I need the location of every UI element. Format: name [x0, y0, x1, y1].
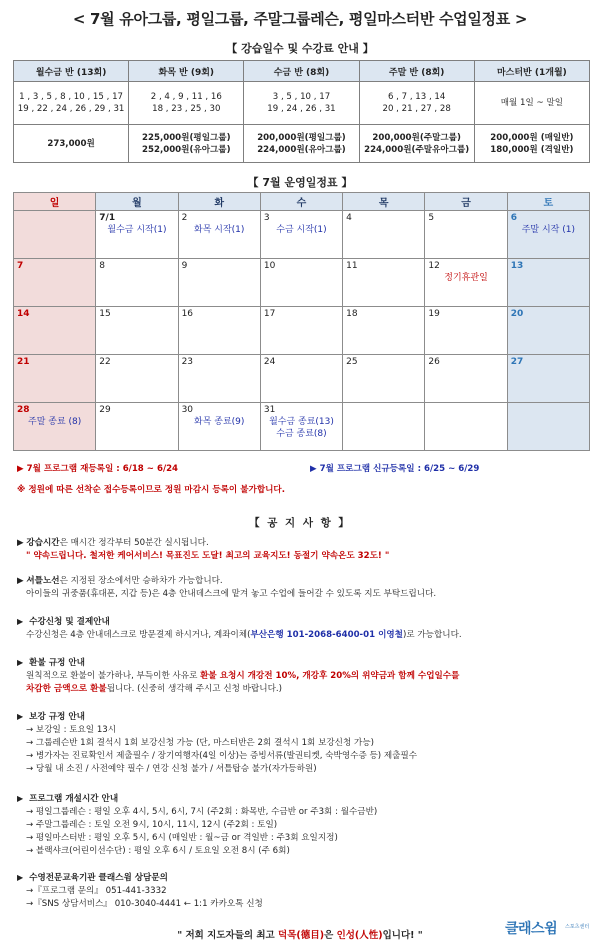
day-number: 19 — [428, 309, 440, 319]
brand-logo — [505, 918, 593, 944]
fee-dates-cell: 6 , 7 , 13 , 14 20 , 21 , 27 , 28 — [359, 82, 474, 125]
calendar-day — [96, 211, 178, 259]
logo-subtitle: 스포츠센터 — [565, 924, 590, 930]
calendar-day — [343, 355, 425, 403]
calendar-day — [178, 211, 260, 259]
calendar-day — [507, 403, 589, 451]
notice-head: 보강 규정 안내 — [29, 712, 85, 722]
calendar-day — [96, 259, 178, 307]
notice-text: 은 매시간 정각부터 50분간 실시됩니다. — [59, 538, 209, 548]
calendar-week — [14, 355, 590, 403]
notice-text: 원칙적으로 환불이 불가하나, 부득이한 사유로 — [26, 671, 201, 681]
calendar-week — [14, 259, 590, 307]
triangle-bullet-icon: ▶ — [17, 658, 24, 667]
weekday-header: 일 — [14, 193, 96, 211]
triangle-bullet-icon: ▶ — [17, 576, 24, 586]
notice-text: 됩니다. (신중히 생각해 주시고 신청 바랍니다.) — [106, 684, 282, 694]
calendar-day — [14, 403, 96, 451]
notice-contact — [17, 871, 592, 911]
day-number: 28 — [17, 405, 30, 415]
day-number: 7/1 — [99, 213, 116, 223]
day-number: 16 — [181, 309, 194, 319]
notice-line: → 병가자는 진료확인서 제출필수 / 장기여행자(4일 이상)는 증빙서류(발권티켓, 숙박영수증 등) 제출필수 — [26, 751, 418, 761]
notice-head: 수영전문교육기관 클래스윔 상담문의 — [29, 873, 168, 883]
calendar-day — [343, 403, 425, 451]
weekday-header: 토 — [507, 193, 589, 211]
fee-column-header: 수금 반 (8회) — [244, 61, 359, 82]
notice-head: 셔틀노선 — [26, 576, 60, 586]
day-number: 15 — [99, 309, 111, 319]
day-number: 20 — [510, 309, 524, 319]
calendar-table — [13, 192, 590, 451]
weekday-header: 화 — [178, 193, 260, 211]
day-number: 6 — [510, 213, 517, 223]
day-number: 13 — [510, 261, 524, 271]
notice-line: → 평일마스터반 : 평일 오후 5시, 6시 (매일반 : 월~금 or 격일반 : 주3회 요일지정) — [26, 833, 338, 843]
calendar-event: 수금 종료(8) — [276, 429, 327, 439]
day-number: 3 — [263, 213, 270, 223]
refund-highlight: 차감한 금액으로 환불 — [26, 684, 107, 694]
day-number: 25 — [346, 357, 358, 367]
weekday-header: 금 — [425, 193, 507, 211]
day-number: 10 — [263, 261, 276, 271]
triangle-bullet-icon: ▶ — [17, 538, 24, 548]
calendar-event: 주말 시작 (1) — [521, 225, 575, 235]
calendar-day — [507, 211, 589, 259]
notice-payment — [17, 615, 592, 642]
calendar-day — [260, 307, 342, 355]
fee-price-cell: 200,000원(평일그룹) 224,000원(유아그룹) — [244, 125, 359, 163]
calendar-day — [14, 307, 96, 355]
notice-refund — [17, 656, 592, 696]
notice-head: 강습시간 — [26, 538, 60, 548]
logo-wordmark: 클래스윔 — [505, 921, 558, 937]
day-number: 8 — [99, 261, 106, 271]
day-number: 30 — [181, 405, 194, 415]
calendar-day — [343, 259, 425, 307]
fee-section-title: 【 강습일수 및 수강료 안내 】 — [226, 42, 374, 55]
closing-virtue: 덕목(德目) — [278, 930, 325, 941]
fee-table — [13, 60, 590, 163]
fee-column-header: 주말 반 (8회) — [359, 61, 474, 82]
notice-program-hours — [17, 792, 592, 858]
day-number: 17 — [263, 309, 276, 319]
calendar-title: 【 7월 운영일정표 】 — [247, 176, 353, 189]
fee-dates-cell: 1 , 3 , 5 , 8 , 10 , 15 , 17 19 , 22 , 24 , 26 , 29 , 31 — [14, 82, 129, 125]
calendar-event: 월수금 종료(13) — [269, 417, 334, 427]
fee-column-header: 화목 반 (9회) — [129, 61, 244, 82]
calendar-day — [178, 259, 260, 307]
calendar-day — [260, 403, 342, 451]
fee-price-cell: 225,000원(평일그룹) 252,000원(유아그룹) — [129, 125, 244, 163]
triangle-bullet-icon: ▶ — [17, 794, 24, 803]
calendar-event: 화목 종료(9) — [194, 417, 245, 427]
calendar-day — [96, 355, 178, 403]
notice-text: 아이들의 귀중품(휴대폰, 지갑 등)은 4층 안내데스크에 맡겨 놓고 수업에 들어갈 수 있도록 지도 부탁드립니다. — [26, 589, 437, 599]
day-number: 24 — [263, 357, 276, 367]
calendar-day — [260, 211, 342, 259]
promise-line: " 약속드립니다. 철저한 케어서비스! 목표진도 도달! 최고의 교육지도! 동절기 약속온도 32도! " — [26, 551, 390, 561]
day-number: 27 — [510, 357, 524, 367]
fee-price-cell: 200,000원(주말그룹) 224,000원(주말유아그룹) — [359, 125, 474, 163]
calendar-day — [178, 403, 260, 451]
calendar-week — [14, 307, 590, 355]
fee-price-cell: 200,000원 (매일반) 180,000원 (격일반) — [474, 125, 589, 163]
day-number: 14 — [17, 309, 30, 319]
fee-dates-cell: 3 , 5 , 10 , 17 19 , 24 , 26 , 31 — [244, 82, 359, 125]
weekday-header: 월 — [96, 193, 178, 211]
calendar-day — [343, 307, 425, 355]
capacity-warning: ※ 정원에 따른 선착순 접수등록이므로 정원 마감시 등록이 불가합니다. — [17, 485, 285, 495]
day-number: 18 — [346, 309, 358, 319]
new-registration-period: ▶ 7월 프로그램 신규등록일 : 6/25 ~ 6/29 — [310, 464, 480, 474]
calendar-day — [178, 355, 260, 403]
closing-text: 입니다! " — [382, 930, 423, 941]
fee-price-cell: 273,000원 — [14, 125, 129, 163]
notice-head: 프로그램 개설시간 안내 — [29, 794, 119, 804]
bank-account: 부산은행 101-2068-6400-01 이영철 — [250, 630, 403, 640]
notice-line: → 블랙샤크(어린이선수단) : 평일 오후 6시 / 토요일 오전 8시 (주 6회) — [26, 846, 290, 856]
notice-line: → 그룹레슨반 1회 결석시 1회 보강신청 가능 (단, 마스터반은 2회 결석시 1회 보강신청 가능) — [26, 738, 374, 748]
triangle-bullet-icon: ▶ — [17, 617, 24, 626]
calendar-day — [260, 259, 342, 307]
day-number: 29 — [99, 405, 111, 415]
refund-highlight: 환불 요청시 개강전 10%, 개강후 20%의 위약금과 함께 수업일수를 — [200, 671, 460, 681]
notice-line: → 보강일 : 토요일 13시 — [26, 725, 117, 735]
calendar-week — [14, 211, 590, 259]
triangle-bullet-icon: ▶ — [17, 712, 24, 721]
calendar-day — [96, 403, 178, 451]
day-number: 9 — [181, 261, 188, 271]
page-title: < 7월 유아그룹, 평일그룹, 주말그룹레슨, 평일마스터반 수업일정표 > — [72, 10, 528, 28]
day-number: 4 — [346, 213, 352, 223]
notice-head: 수강신청 및 결제안내 — [29, 617, 110, 627]
day-number: 22 — [99, 357, 111, 367]
calendar-day — [425, 403, 507, 451]
calendar-week — [14, 403, 590, 451]
calendar-event: 월수금 시작(1) — [107, 225, 167, 235]
calendar-day — [14, 259, 96, 307]
notice-makeup — [17, 710, 592, 776]
calendar-event: 화목 시작(1) — [194, 225, 245, 235]
notice-line: → 주말그룹레슨 : 토일 오전 9시, 10시, 11시, 12시 (주2회 : 토일) — [26, 820, 278, 830]
closing-text: " 저희 지도자들의 최고 — [177, 930, 279, 941]
calendar-day — [507, 355, 589, 403]
day-number: 21 — [17, 357, 30, 367]
fee-dates-cell: 2 , 4 , 9 , 11 , 16 18 , 23 , 25 , 30 — [129, 82, 244, 125]
notice-text: 은 지정된 장소에서만 승하차가 가능합니다. — [59, 576, 223, 586]
notice-class-time — [17, 537, 592, 563]
notice-shuttle — [17, 575, 592, 601]
weekday-header: 수 — [260, 193, 342, 211]
calendar-event: 정기휴관일 — [444, 273, 488, 283]
closing-text: 은 — [324, 930, 337, 941]
triangle-bullet-icon: ▶ — [17, 873, 24, 882]
notice-title: 【 공 지 사 항 】 — [249, 517, 351, 529]
day-number: 12 — [428, 261, 440, 271]
calendar-day — [425, 307, 507, 355]
fee-dates-cell: 매월 1일 ~ 말일 — [474, 82, 589, 125]
day-number: 26 — [428, 357, 440, 367]
calendar-day — [14, 355, 96, 403]
day-number: 31 — [263, 405, 276, 415]
renewal-period: ▶ 7월 프로그램 재등록일 : 6/18 ~ 6/24 — [17, 464, 179, 474]
fee-column-header: 월수금 반 (13회) — [14, 61, 129, 82]
calendar-event: 수금 시작(1) — [276, 225, 327, 235]
notice-text: )로 가능합니다. — [402, 630, 462, 640]
weekday-header: 목 — [343, 193, 425, 211]
calendar-day — [260, 355, 342, 403]
contact-phone: →『프로그램 문의』 051-441-3332 — [26, 886, 167, 896]
day-number: 7 — [17, 261, 24, 271]
day-number: 23 — [181, 357, 194, 367]
day-number: 2 — [181, 213, 188, 223]
notice-text: 수강신청은 4층 안내데스크로 방문결제 하시거나, 계좌이체( — [26, 630, 251, 640]
calendar-day — [425, 259, 507, 307]
notice-line: → 평일그룹레슨 : 평일 오후 4시, 5시, 6시, 7시 (주2회 : 화목반, 수금반 or 주3회 : 월수금반) — [26, 807, 378, 817]
calendar-day — [343, 211, 425, 259]
calendar-day — [14, 211, 96, 259]
day-number: 5 — [428, 213, 435, 223]
fee-column-header: 마스터반 (1개월) — [474, 61, 589, 82]
calendar-day — [96, 307, 178, 355]
calendar-day — [507, 307, 589, 355]
calendar-day — [425, 355, 507, 403]
day-number: 11 — [346, 261, 358, 271]
calendar-day — [507, 259, 589, 307]
closing-character: 인성(人性) — [336, 930, 383, 941]
calendar-day — [178, 307, 260, 355]
calendar-day — [425, 211, 507, 259]
notice-head: 환불 규정 안내 — [29, 658, 85, 668]
notice-line: → 당월 내 소진 / 사전예약 필수 / 연강 신청 불가 / 셔틀탑승 불가(자가등하원) — [26, 764, 317, 774]
calendar-event: 주말 종료 (8) — [28, 417, 82, 427]
contact-sns: →『SNS 상담서비스』 010-3040-4441 ← 1:1 카카오톡 신청 — [26, 899, 263, 909]
